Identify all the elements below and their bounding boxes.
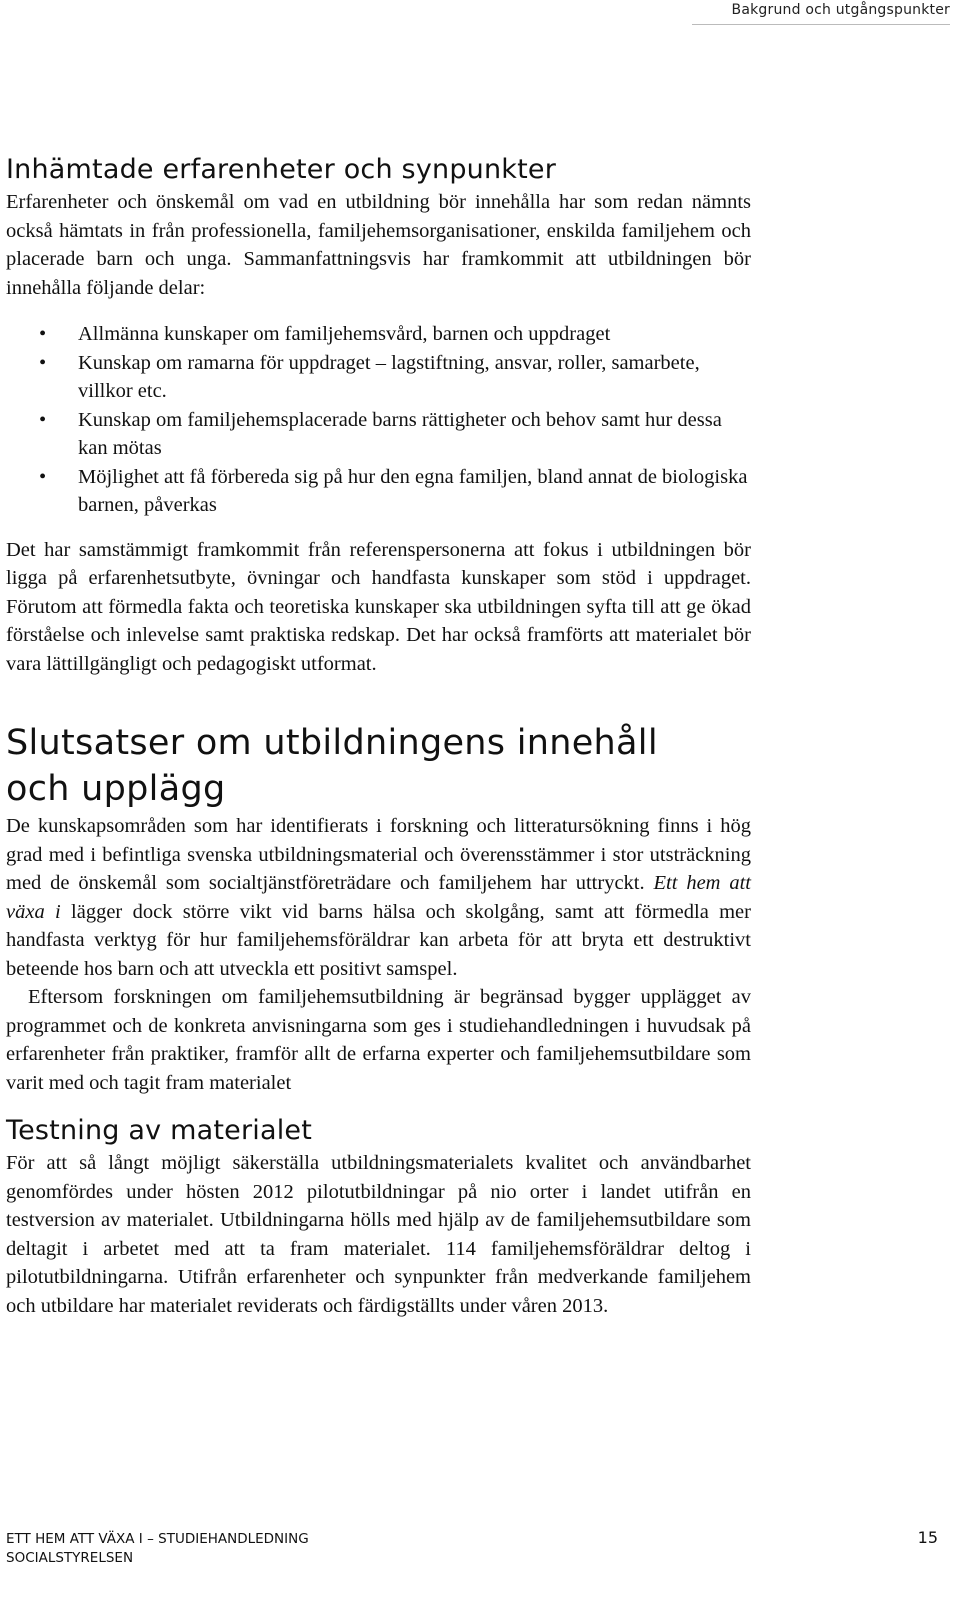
list-item-text: Allmänna kunskaper om familjehemsvård, barnen och uppdraget: [78, 323, 611, 345]
page-number: 15: [917, 1528, 938, 1547]
footer-publisher: SOCIALSTYRELSEN: [6, 1550, 134, 1566]
slutsatser-paragraph-2: Eftersom forskningen om familjehemsutbildning är begränsad bygger upplägget av programmet och de konkreta anvisningarna som ges i studiehandledningen i huvudsak på erfarenheter från praktiker, framför allt de erfarna experter och familjehemsutbildare som varit med och tagit fram materialet: [6, 986, 751, 1094]
list-item: [6, 320, 751, 349]
chapter-heading-line1: Slutsatser om utbildningens innehåll: [6, 723, 658, 763]
bullet-icon: •: [39, 323, 47, 345]
list-item: [6, 406, 751, 463]
text-run: De kunskapsområden som har identifierats i forskning och litteratursökning finns i hög grad med i befintliga svenska utbildningsmaterial och överensstämmer i stor utsträckning med de önskemål som socialtjänstföreträdare och familjehem har uttryckt.: [6, 815, 751, 894]
footer-publication-title: ETT HEM ATT VÄXA I – STUDIEHANDLEDNING: [6, 1531, 309, 1547]
bullet-icon: •: [39, 408, 47, 431]
intro-paragraph: Erfarenheter och önskemål om vad en utbildning bör innehålla har som redan nämnts också hämtats in från professionella, familjehemsorganisationer, enskilda familjehem och placerade barn och unga. Sammanfattningsvis har framkommit att utbildningen bör innehålla följande delar:: [6, 191, 751, 299]
list-item-text: Kunskap om familjehemsplacerade barns rättigheter och behov samt hur dessa kan mötas: [78, 408, 722, 459]
text-run: lägger dock större vikt vid barns hälsa och skolgång, samt att förmedla mer handfasta verktyg för hur familjehemsföräldrar kan arbeta för att bryta ett destruktivt beteende hos barn och att utveckla ett positivt samspel.: [6, 900, 751, 980]
running-header: Bakgrund och utgångspunkter: [692, 0, 950, 25]
bullet-icon: •: [39, 465, 47, 488]
section-heading-testning: Testning av materialet: [6, 1115, 313, 1146]
closing-paragraph: Det har samstämmigt framkommit från referenspersonerna att fokus i utbildningen bör ligga på erfarenhetsutbyte, övningar och handfasta kunskaper som stöd i uppdraget. Förutom att förmedla fakta och teoretiska kunskaper ska utbildningen syfta till att ge ökad förståelse och inlevelse samt praktiska redskap. Det har också framförts att materialet bör vara lättillgängligt och pedagogiskt utformat.: [6, 538, 751, 675]
book-title: Ett hem att växa i: [6, 872, 751, 923]
list-item: [6, 463, 751, 520]
list-item: [6, 349, 751, 406]
page-body: [6, 152, 751, 1320]
testning-paragraph: För att så långt möjligt säkerställa utbildningsmaterialets kvalitet och användbarhet genomfördes under hösten 2012 pilotutbildningar på nio orter i landet utifrån en testversion av materialet. Utbildningarna hölls med hjälp av de familjehemsutbildare som deltagit i arbetet med att ta fram materialet. 114 familjehemsföräldrar deltog i pilotutbildningarna. Utifrån erfarenheter och synpunkter från medverkande familjehem och utbildare har materialet reviderats och färdigställts under våren 2013.: [6, 1152, 751, 1317]
slutsatser-paragraph-1: [6, 812, 751, 983]
bullet-list: [6, 320, 751, 520]
chapter-heading-slutsatser: [6, 720, 751, 812]
bullet-icon: •: [39, 351, 47, 374]
chapter-heading-line2: och upplägg: [6, 769, 226, 809]
footer: [6, 1530, 309, 1568]
section-heading-inhamtade: Inhämtade erfarenheter och synpunkter: [6, 154, 557, 185]
list-item-text: Möjlighet att få förbereda sig på hur den egna familjen, bland annat de biologiska barnen, påverkas: [78, 465, 748, 516]
list-item-text: Kunskap om ramarna för uppdraget – lagstiftning, ansvar, roller, samarbete, villkor etc.: [78, 351, 700, 402]
